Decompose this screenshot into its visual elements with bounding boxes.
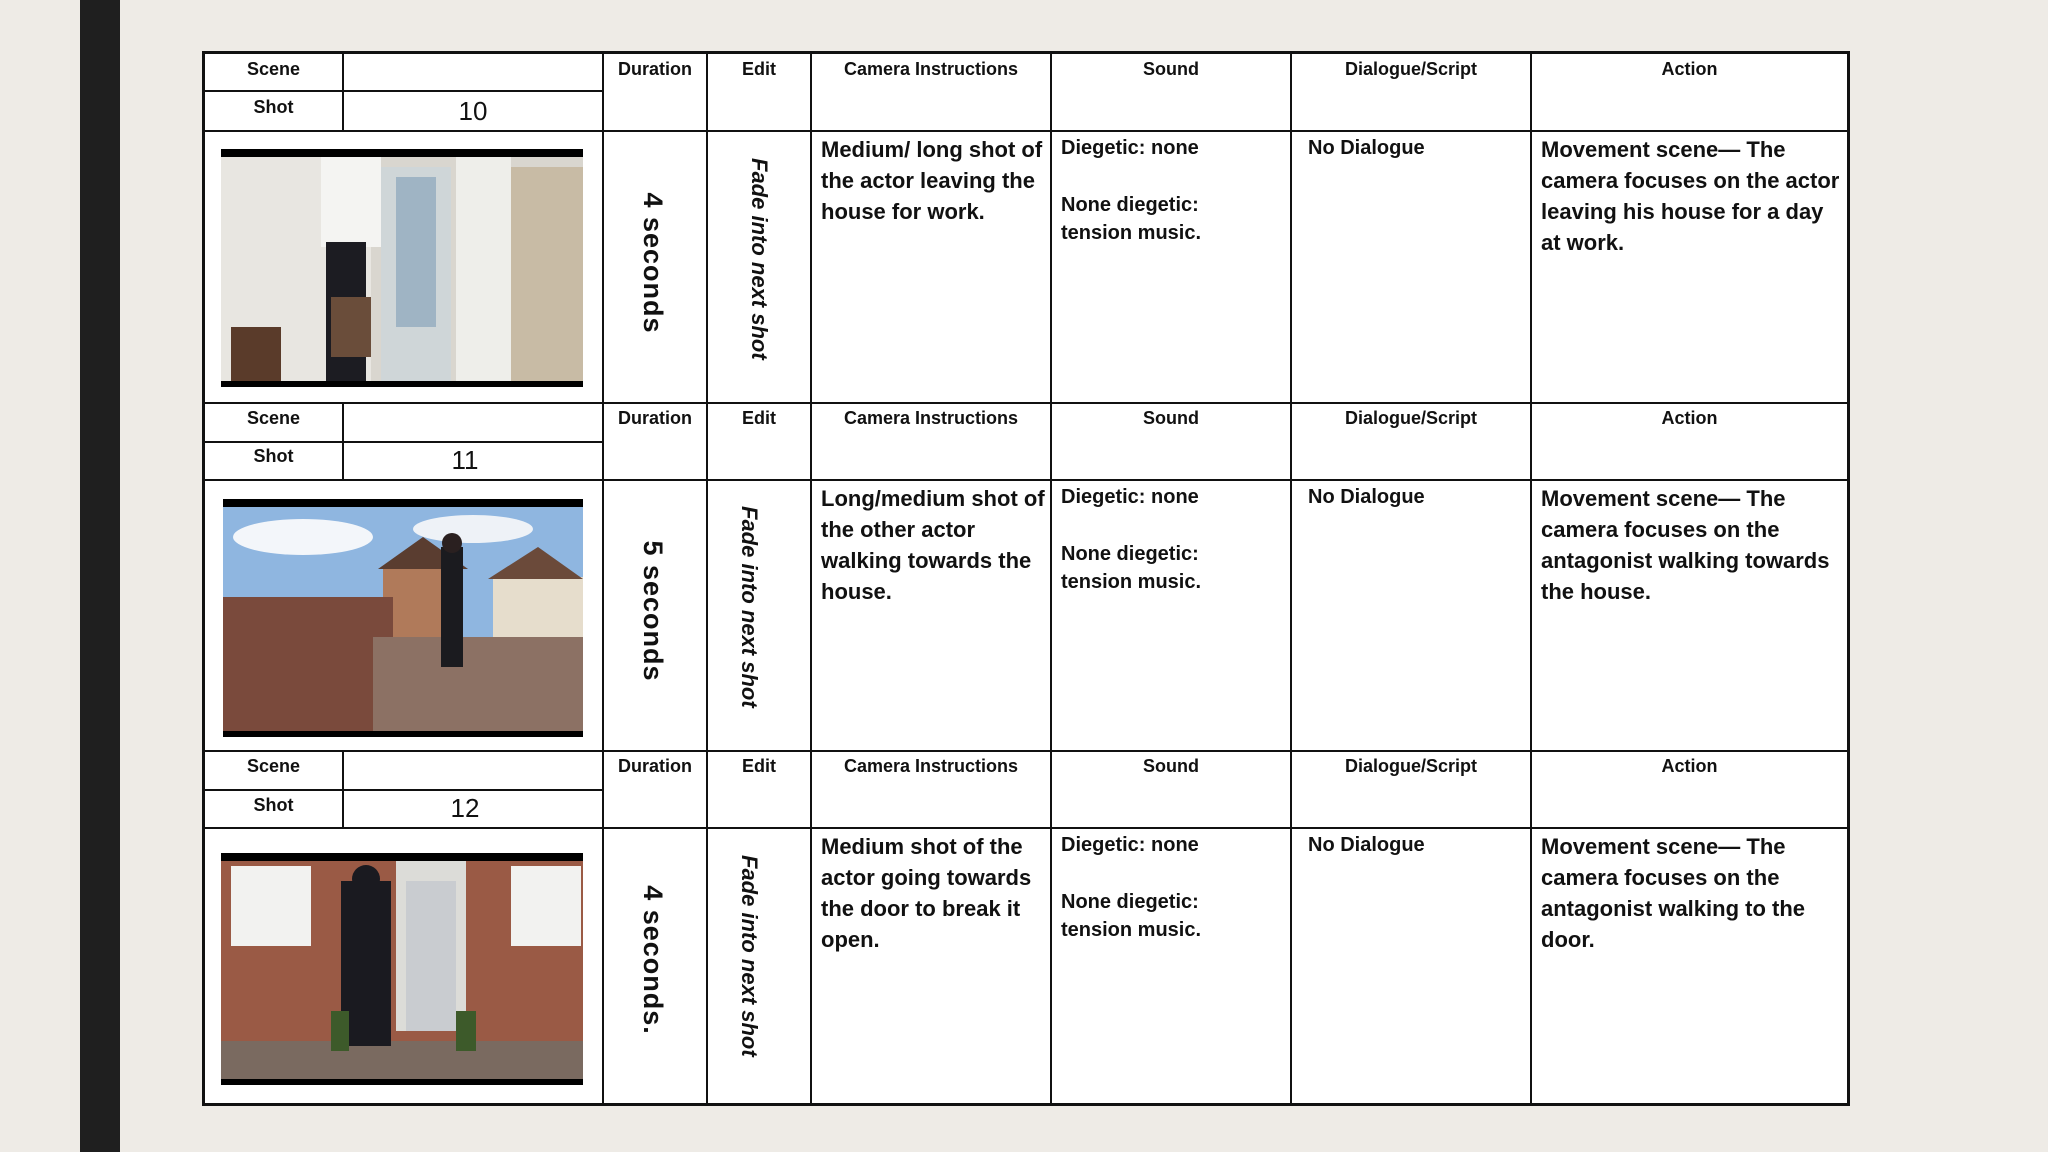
- dialogue-header: Dialogue/Script: [1344, 756, 1478, 776]
- scene-label: Scene: [246, 408, 301, 428]
- camera-instructions-header: Camera Instructions: [843, 408, 1019, 428]
- row-divider: [205, 827, 1847, 829]
- sound-diegetic-text: Diegetic: none: [1061, 486, 1199, 508]
- edit-value: Fade into next shot: [747, 158, 772, 360]
- dialogue-header: Dialogue/Script: [1344, 408, 1478, 428]
- action-header: Action: [1661, 756, 1718, 776]
- duration-header: Duration: [618, 59, 692, 79]
- sound-header: Sound: [1143, 59, 1199, 79]
- duration-header: Duration: [618, 408, 692, 428]
- dialogue-text: No Dialogue: [1308, 834, 1425, 856]
- camera-instructions-header: Camera Instructions: [843, 756, 1019, 776]
- column-divider: [706, 54, 708, 1103]
- column-divider: [602, 54, 604, 1103]
- column-divider: [1290, 54, 1292, 1103]
- shot-label: Shot: [253, 446, 294, 466]
- sound-non-diegetic-text: None diegetic: tension music.: [1061, 543, 1202, 593]
- edit-value: Fade into next shot: [737, 855, 762, 1057]
- sound-header: Sound: [1143, 756, 1199, 776]
- duration-header: Duration: [618, 756, 692, 776]
- sound-diegetic-text: Diegetic: none: [1061, 137, 1199, 159]
- camera-instructions-text: Long/medium shot of the other actor walking towards the house.: [821, 486, 1045, 604]
- action-header: Action: [1661, 59, 1718, 79]
- dialogue-header: Dialogue/Script: [1344, 59, 1478, 79]
- actor-at-door-image: [221, 853, 583, 1085]
- row-divider: [205, 750, 1847, 752]
- duration-value: 5 seconds: [638, 540, 668, 682]
- shot-label: Shot: [253, 795, 294, 815]
- row-divider: [205, 789, 602, 791]
- duration-value: 4 seconds.: [638, 885, 668, 1035]
- action-header: Action: [1661, 408, 1718, 428]
- duration-value: 4 seconds: [638, 192, 668, 334]
- edit-header: Edit: [742, 408, 776, 428]
- action-text: Movement scene— The camera focuses on the antagonist walking to the door.: [1541, 834, 1806, 952]
- sound-header: Sound: [1143, 408, 1199, 428]
- row-divider: [205, 90, 602, 92]
- left-slide-bar: [80, 0, 120, 1152]
- row-divider: [205, 441, 602, 443]
- column-divider: [810, 54, 812, 1103]
- scene-label: Scene: [246, 59, 301, 79]
- sound-non-diegetic-text: None diegetic: tension music.: [1061, 194, 1202, 244]
- dialogue-text: No Dialogue: [1308, 486, 1425, 508]
- storyboard-sheet: [202, 51, 1850, 1106]
- dialogue-text: No Dialogue: [1308, 137, 1425, 159]
- shot-number: 12: [450, 793, 480, 823]
- shot-number: 11: [451, 445, 479, 475]
- camera-instructions-header: Camera Instructions: [843, 59, 1019, 79]
- column-divider: [1050, 54, 1052, 1103]
- sound-diegetic-text: Diegetic: none: [1061, 834, 1199, 856]
- action-text: Movement scene— The camera focuses on the actor leaving his house for a day at work.: [1541, 137, 1840, 255]
- scene-label: Scene: [246, 756, 301, 776]
- row-divider: [205, 130, 1847, 132]
- actor-walking-street-image: [223, 499, 583, 737]
- actor-leaving-house-image: [221, 149, 583, 387]
- row-divider: [205, 479, 1847, 481]
- action-text: Movement scene— The camera focuses on the antagonist walking towards the house.: [1541, 486, 1830, 604]
- row-divider: [205, 402, 1847, 404]
- camera-instructions-text: Medium shot of the actor going towards the door to break it open.: [821, 834, 1032, 952]
- edit-header: Edit: [742, 756, 776, 776]
- shot-label: Shot: [253, 97, 294, 117]
- sound-non-diegetic-text: None diegetic: tension music.: [1061, 891, 1202, 941]
- edit-value: Fade into next shot: [737, 506, 762, 708]
- column-divider: [1530, 54, 1532, 1103]
- shot-number: 10: [458, 96, 488, 126]
- edit-header: Edit: [742, 59, 776, 79]
- camera-instructions-text: Medium/ long shot of the actor leaving the house for work.: [821, 137, 1043, 224]
